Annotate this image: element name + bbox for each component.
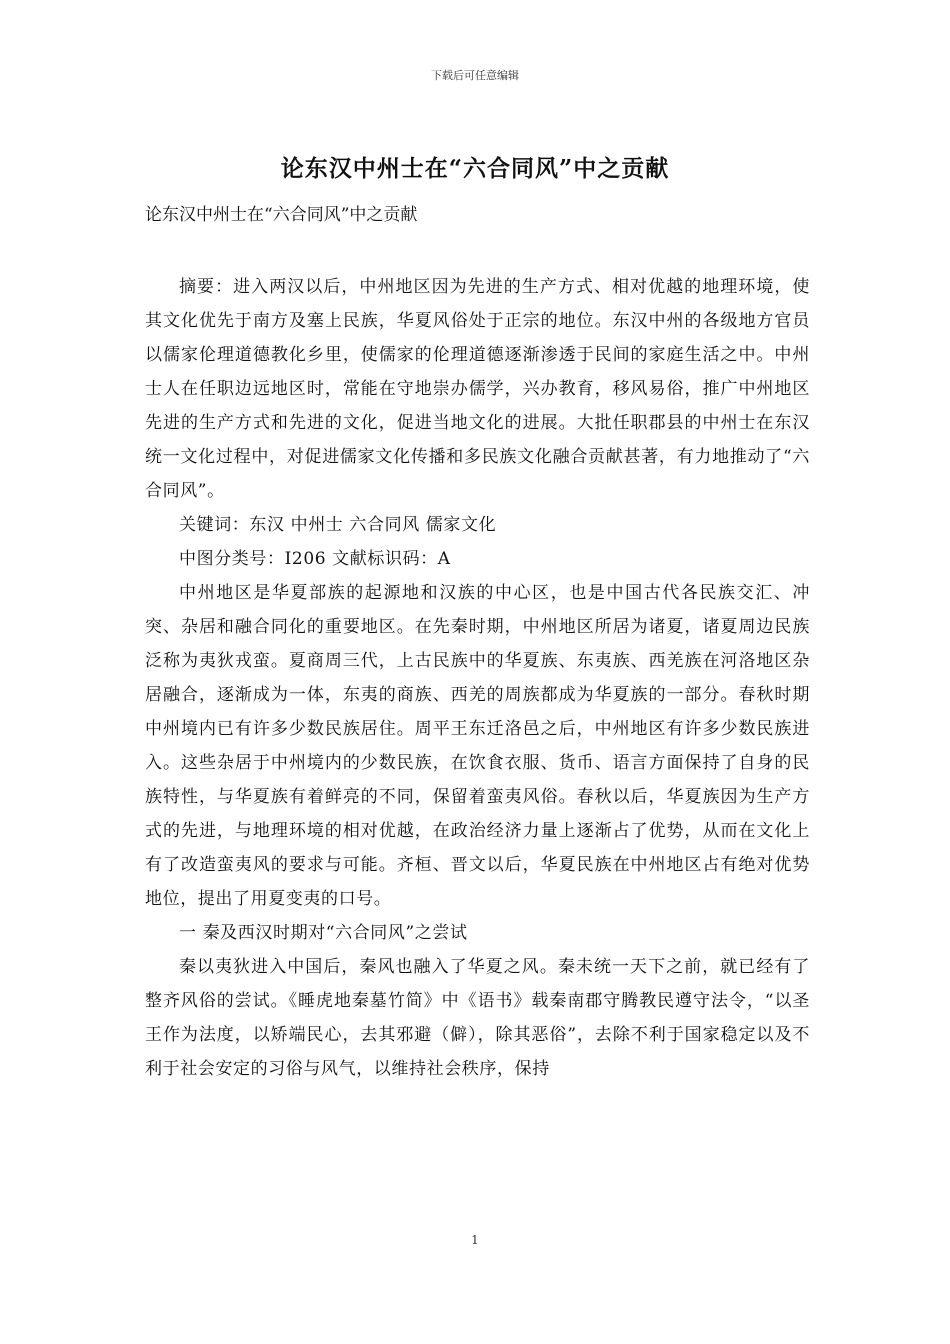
keywords-line: 关键词：东汉 中州士 六合同风 儒家文化 <box>179 515 497 535</box>
document-title: 论东汉中州士在“六合同风”中之贡献 <box>280 155 670 182</box>
page-number: 1 <box>471 1233 479 1247</box>
body-paragraph: 秦以夷狄进入中国后，秦风也融入了华夏之风。秦未统一天下之前，就已经有了整齐风俗的尝试。《睡虎地秦墓竹简》中《语书》载秦南郡守腾教民遵守法令，“以圣王作为法度，以矫端民心，去其邪避（僻），除其恶俗”，去除不利于国家稳定以及不利于社会安定的习俗与风气，以维持社会秩序，保持 <box>145 957 810 1079</box>
abstract-paragraph: 摘要：进入两汉以后，中州地区因为先进的生产方式、相对优越的地理环境，使其文化优先于南方及塞上民族，华夏风俗处于正宗的地位。东汉中州的各级地方官员以儒家伦理道德教化乡里，使儒家的伦理道德逐渐渗透于民间的家庭生活之中。中州士人在任职边远地区时，常能在守地崇办儒学，兴办教育，移风易俗，推广中州地区先进的生产方式和先进的文化，促进当地文化的进展。大批任职郡县的中州士在东汉统一文化过程中，对促进儒家文化传播和多民族文化融合贡献甚著，有力地推动了“六合同风”。 <box>145 277 810 501</box>
document-subtitle: 论东汉中州士在“六合同风”中之贡献 <box>145 205 418 225</box>
body-paragraph: 中州地区是华夏部族的起源地和汉族的中心区，也是中国古代各民族交汇、冲突、杂居和融合同化的重要地区。在先秦时期，中州地区所居为诸夏，诸夏周边民族泛称为夷狄戎蛮。夏商周三代，上古民族中的华夏族、东夷族、西羌族在河洛地区杂居融合，逐渐成为一体，东夷的商族、西羌的周族都成为华夏族的一部分。春秋时期中州境内已有许多少数民族居住。周平王东迁洛邑之后，中州地区有许多少数民族进入。这些杂居于中州境内的少数民族，在饮食衣服、货币、语言方面保持了自身的民族特性，与华夏族有着鲜亮的不同，保留着蛮夷风俗。春秋以后，华夏族因为生产方式的先进，与地理环境的相对优越，在政治经济力量上逐渐占了优势，从而在文化上有了改造蛮夷风的要求与可能。齐桓、晋文以后，华夏民族在中州地区占有绝对优势地位，提出了用夏变夷的口号。 <box>145 583 810 909</box>
page-header: 下载后可任意编辑 <box>431 69 519 82</box>
document-body <box>145 270 810 1086</box>
classification-line: 中图分类号：I206 文献标识码：A <box>179 549 451 569</box>
section-heading: 一 秦及西汉时期对“六合同风”之尝试 <box>179 923 468 943</box>
